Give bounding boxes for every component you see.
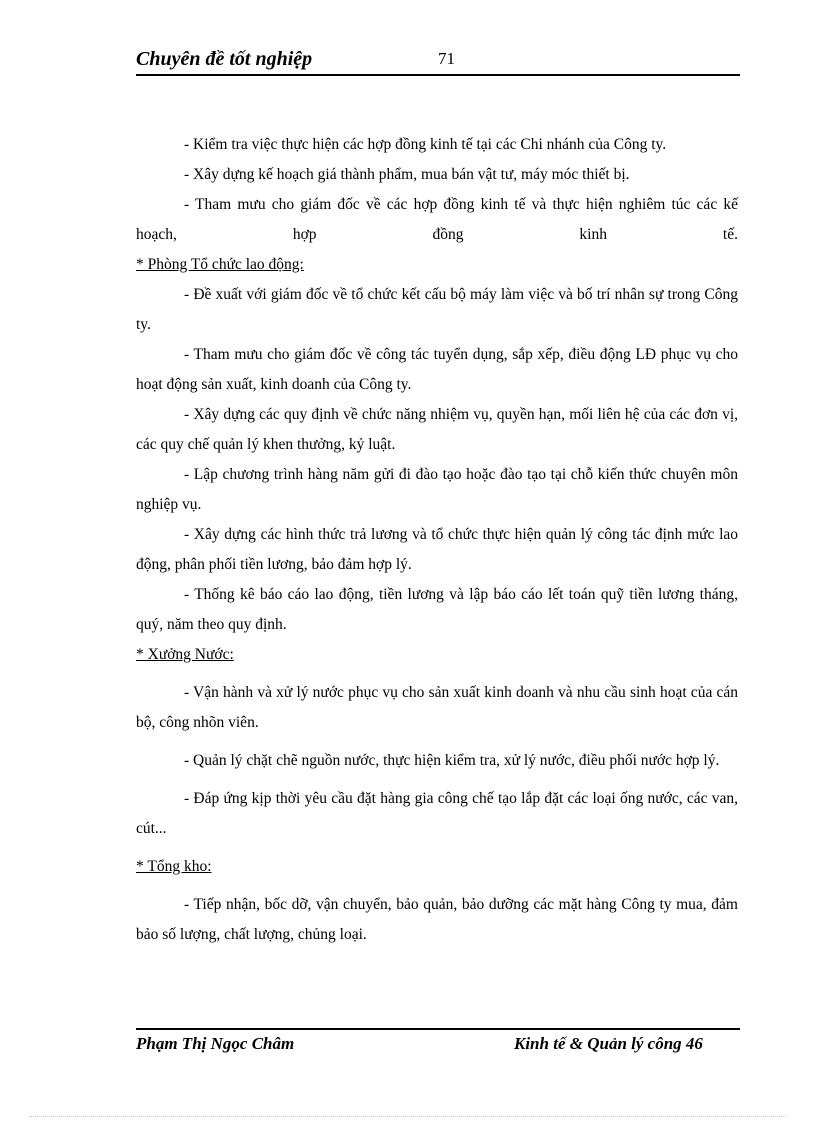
- body-paragraph: - Tiếp nhận, bốc dỡ, vận chuyển, bảo quản, bảo dưỡng các mặt hàng Công ty mua, đảm bảo số lượng, chất lượng, chủng loại.: [136, 896, 738, 943]
- body-paragraph: - Xây dựng các hình thức trả lương và tổ chức thực hiện quản lý công tác định mức lao động, phân phối tiền lương, bảo đảm hợp lý.: [136, 526, 738, 573]
- section-heading-main-warehouse: * Tổng kho:: [136, 858, 212, 875]
- header-divider: [136, 74, 740, 76]
- section-heading-water-workshop: * Xưởng Nước:: [136, 646, 234, 663]
- footer-divider: [136, 1028, 740, 1030]
- body-paragraph: - Quản lý chặt chẽ nguồn nước, thực hiện kiểm tra, xử lý nước, điều phối nước hợp lý.: [184, 752, 720, 769]
- body-paragraph: - Đáp ứng kịp thời yêu cầu đặt hàng gia công chế tạo lắp đặt các loại ống nước, các van, cút...: [136, 790, 738, 837]
- body-paragraph: - Tham mưu cho giám đốc về các hợp đồng kinh tế và thực hiện nghiêm túc các kế hoạch, hợp đồng kinh tế.: [136, 196, 738, 243]
- document-header-title: Chuyên đề tốt nghiệp: [136, 48, 313, 70]
- body-paragraph: - Lập chương trình hàng năm gửi đi đào tạo hoặc đào tạo tại chỗ kiến thức chuyên môn nghiệp vụ.: [136, 466, 738, 513]
- page-number: 71: [438, 49, 455, 68]
- body-paragraph: - Tham mưu cho giám đốc về công tác tuyển dụng, sắp xếp, điều động LĐ phục vụ cho hoạt động sản xuất, kinh doanh của Công ty.: [136, 346, 738, 393]
- document-body: [136, 130, 738, 950]
- page-bottom-border: [30, 1116, 786, 1117]
- footer-course: Kinh tế & Quản lý công 46: [514, 1034, 703, 1053]
- footer-author: Phạm Thị Ngọc Châm: [136, 1034, 295, 1053]
- body-paragraph: - Xây dựng kế hoạch giá thành phẩm, mua bán vật tư, máy móc thiết bị.: [184, 166, 630, 183]
- section-heading-labor-dept: * Phòng Tổ chức lao động:: [136, 256, 304, 273]
- body-paragraph: - Xây dựng các quy định về chức năng nhiệm vụ, quyền hạn, mối liên hệ của các đơn vị, các quy chế quản lý khen thưởng, kỷ luật.: [136, 406, 738, 453]
- body-paragraph: - Kiểm tra việc thực hiện các hợp đồng kinh tế tại các Chi nhánh của Công ty.: [184, 136, 667, 153]
- body-paragraph: - Đề xuất với giám đốc về tổ chức kết cấu bộ máy làm việc và bố trí nhân sự trong Công ty.: [136, 286, 738, 333]
- body-paragraph: - Vận hành và xử lý nước phục vụ cho sản xuất kinh doanh và nhu cầu sinh hoạt của cán bộ, công nhõn viên.: [136, 684, 738, 731]
- body-paragraph: - Thống kê báo cáo lao động, tiền lương và lập báo cáo lết toán quỹ tiền lương tháng, quý, năm theo quy định.: [136, 586, 738, 633]
